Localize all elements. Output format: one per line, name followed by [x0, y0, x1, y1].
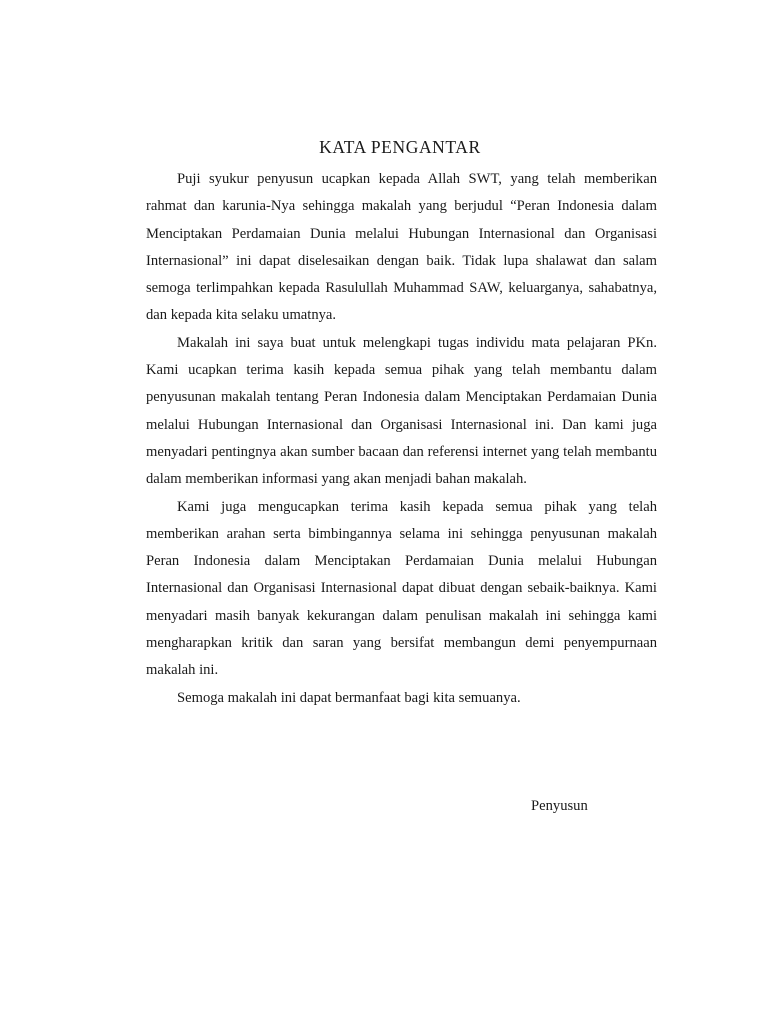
- signature: Penyusun: [531, 798, 588, 814]
- document-body: [146, 166, 657, 712]
- paragraph: Kami juga mengucapkan terima kasih kepada semua pihak yang telah memberikan arahan serta bimbingannya selama ini sehingga penyusunan makalah Peran Indonesia dalam Menciptakan Perdamaian Dunia melalui Hubungan Internasional dan Organisasi Internasional dapat dibuat dengan sebaik-baiknya. Kami menyadari masih banyak kekurangan dalam penulisan makalah ini sehingga kami mengharapkan kritik dan saran yang bersifat membangun demi penyempurnaan makalah ini.: [146, 498, 657, 679]
- paragraph: Semoga makalah ini dapat bermanfaat bagi kita semuanya.: [177, 689, 521, 706]
- paragraph: Puji syukur penyusun ucapkan kepada Allah SWT, yang telah memberikan rahmat dan karunia-Nya sehingga makalah yang berjudul “Peran Indonesia dalam Menciptakan Perdamaian Dunia melalui Hubungan Internasional dan Organisasi Internasional” ini dapat diselesaikan dengan baik. Tidak lupa shalawat dan salam semoga terlimpahkan kepada Rasulullah Muhammad SAW, keluarganya, sahabatnya, dan kepada kita selaku umatnya.: [146, 171, 657, 324]
- page-title: KATA PENGANTAR: [319, 137, 481, 157]
- paragraph: Makalah ini saya buat untuk melengkapi tugas individu mata pelajaran PKn. Kami ucapkan terima kasih kepada semua pihak yang telah membantu dalam penyusunan makalah tentang Peran Indonesia dalam Menciptakan Perdamaian Dunia melalui Hubungan Internasional dan Organisasi Internasional ini. Dan kami juga menyadari pentingnya akan sumber bacaan dan referensi internet yang telah membantu dalam memberikan informasi yang akan menjadi bahan makalah.: [146, 334, 657, 488]
